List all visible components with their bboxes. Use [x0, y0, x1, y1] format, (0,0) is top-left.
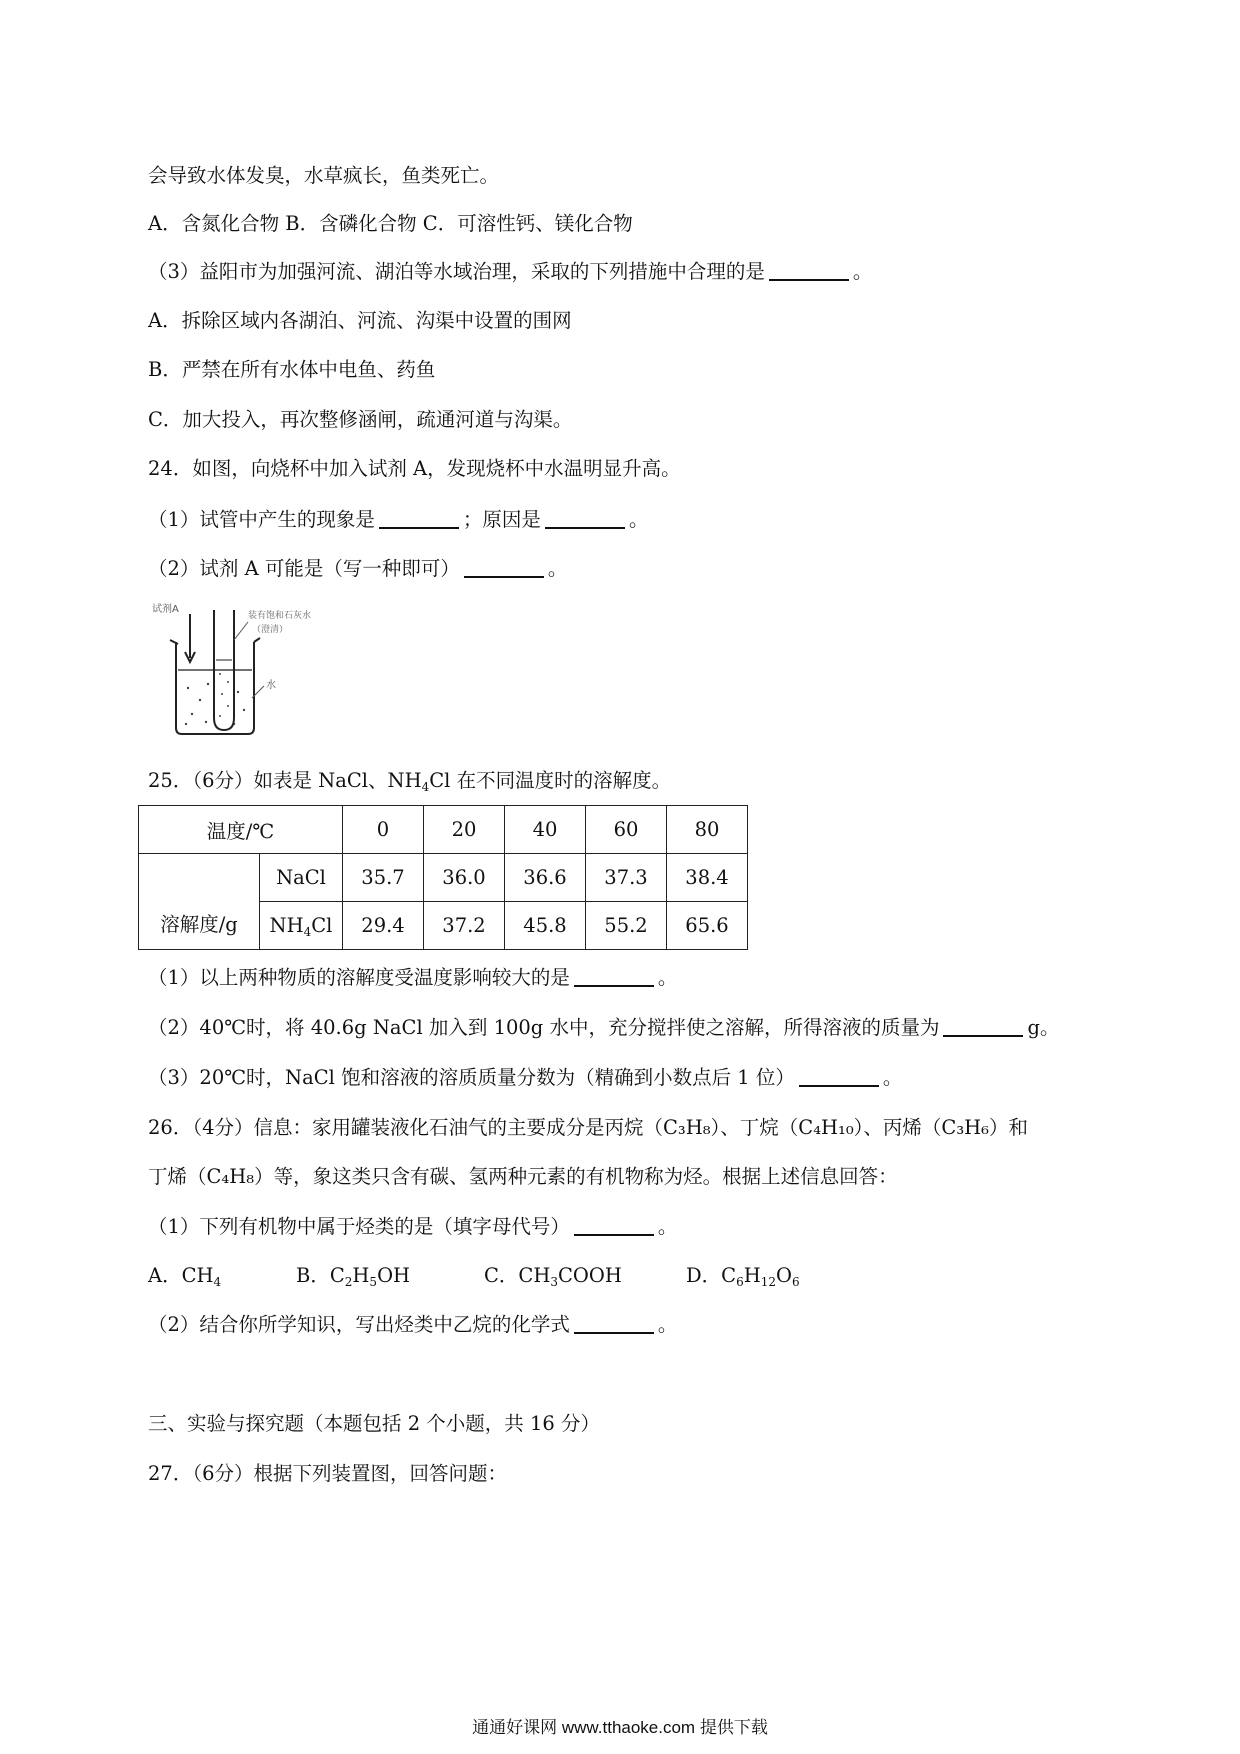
answer-blank	[943, 1017, 1023, 1037]
subscript: 6	[736, 1275, 744, 1289]
question-24-2	[148, 555, 567, 583]
subscript: 12	[760, 1275, 776, 1289]
punctuation: 。	[657, 1313, 678, 1336]
answer-blank	[545, 509, 625, 529]
option-text: D．C	[686, 1264, 737, 1287]
option-text: OH	[377, 1264, 411, 1287]
table-cell: 45.8	[505, 902, 586, 950]
table-header-cell: 40	[505, 806, 586, 854]
punctuation: 。	[657, 1215, 678, 1238]
table-cell: 36.0	[424, 854, 505, 902]
subscript: 2	[344, 1275, 353, 1289]
substance-cell: NaCl	[260, 854, 343, 902]
option-a: A．拆除区域内各湖泊、河流、沟渠中设置的围网	[148, 309, 572, 332]
option-text: H	[743, 1264, 761, 1287]
question-text: 丁烯（C	[148, 1165, 222, 1188]
table-cell: 36.6	[505, 854, 586, 902]
question-text: （1）试管中产生的现象是	[148, 508, 375, 531]
question-text: （3）20℃时，NaCl 饱和溶液的溶质质量分数为（精确到小数点后 1 位）	[148, 1066, 795, 1089]
question-text: （3）益阳市为加强河流、湖泊等水域治理，采取的下列措施中合理的是	[148, 260, 765, 283]
section-heading: 三、实验与探究题（本题包括 2 个小题，共 16 分）	[148, 1412, 601, 1435]
answer-blank	[574, 1216, 654, 1236]
subscript: 3	[550, 1275, 558, 1289]
table-cell: 35.7	[343, 854, 424, 902]
punctuation: 。	[852, 260, 873, 283]
table-row	[139, 854, 748, 902]
option-b	[296, 1262, 410, 1290]
punctuation: 。	[657, 966, 678, 989]
option-b: B．严禁在所有水体中电鱼、药鱼	[148, 358, 436, 381]
subscript: 4	[421, 780, 430, 794]
question-text: （2）试剂 A 可能是（写一种即可）	[148, 557, 460, 580]
option-text: C．CH	[484, 1264, 551, 1287]
table-row	[139, 806, 748, 854]
question-25-3	[148, 1064, 902, 1092]
table-cell: 65.6	[667, 902, 748, 950]
reagent-label: 试剂A	[152, 604, 179, 615]
subscript: 4	[303, 925, 312, 939]
table-header-cell: 温度/℃	[139, 806, 343, 854]
answer-blank	[799, 1067, 879, 1087]
option-text: COOH	[558, 1264, 622, 1287]
text-line: 会导致水体发臭，水草疯长，鱼类死亡。	[148, 164, 500, 187]
question-text: ）等，象这类只含有碳、氢两种元素的有机物称为烃。根据上述信息回答：	[254, 1165, 898, 1188]
table-header-cell: 20	[424, 806, 505, 854]
option-text: O	[776, 1264, 792, 1287]
answer-blank	[379, 509, 459, 529]
question-text: Cl 在不同温度时的溶解度。	[429, 769, 672, 792]
beaker-diagram	[148, 600, 328, 740]
answer-blank	[769, 261, 849, 281]
answer-blank	[574, 967, 654, 987]
question-26-cont: 丁烯（C₄H₈）等，象这类只含有碳、氢两种元素的有机物称为烃。根据上述信息回答：	[148, 1165, 898, 1188]
table-cell: 37.2	[424, 902, 505, 950]
option-text: H	[352, 1264, 370, 1287]
tube-label: 装有饱和石灰水	[248, 611, 312, 621]
question-26-2	[148, 1311, 677, 1339]
punctuation: g。	[1027, 1016, 1060, 1039]
table-cell: 29.4	[343, 902, 424, 950]
solubility-table	[138, 805, 748, 950]
punctuation: 。	[882, 1066, 903, 1089]
question-24: 24．如图，向烧杯中加入试剂 A，发现烧杯中水温明显升高。	[148, 457, 681, 480]
question-25-2	[148, 1014, 1059, 1042]
table-cell: 37.3	[586, 854, 667, 902]
question-25-1	[148, 964, 677, 992]
question-text: 25．（6分）如表是 NaCl、NH	[148, 769, 422, 792]
formula-part: Cl	[311, 914, 333, 937]
table-header-cell: 0	[343, 806, 424, 854]
question-27: 27．（6分）根据下列装置图，回答问题：	[148, 1462, 507, 1485]
option-c: C．加大投入，再次整修涵闸，疏通河道与沟渠。	[148, 408, 573, 431]
table-header-cell: 60	[586, 806, 667, 854]
question-24-1	[148, 506, 648, 534]
subscript: 4	[213, 1275, 222, 1289]
option-c	[484, 1262, 622, 1290]
subscript: 6	[792, 1275, 800, 1289]
text-line: A．含氮化合物 B．含磷化合物 C．可溶性钙、镁化合物	[148, 212, 633, 235]
subscript: 5	[369, 1275, 378, 1289]
question-text: ；原因是	[462, 508, 541, 531]
substance-cell	[260, 902, 343, 950]
punctuation: 。	[628, 508, 649, 531]
answer-blank	[574, 1314, 654, 1334]
question-text: （2）40℃时，将 40.6g NaCl 加入到 100g 水中，充分搅拌使之溶解，所得溶液的质量为	[148, 1016, 940, 1039]
option-d	[686, 1262, 800, 1290]
table-header-cell: 80	[667, 806, 748, 854]
question-text: 26．（4分）信息：家用罐装液化石油气的主要成分是丙烷（C	[148, 1116, 678, 1139]
question-26-1	[148, 1213, 677, 1241]
row-label-cell: 溶解度/g	[139, 854, 260, 950]
option-text: A．CH	[148, 1264, 214, 1287]
beaker-figure	[148, 600, 328, 740]
option-text: B．C	[296, 1264, 345, 1287]
question-26: 26．（4分）信息：家用罐装液化石油气的主要成分是丙烷（C₃H₈）、丁烷（C₄H₁₀）、丙烯（C₃H₆）和	[148, 1116, 1028, 1139]
formula-part: NH	[269, 914, 304, 937]
page-footer: 通通好课网 www.tthaoke.com 提供下载	[472, 1718, 768, 1737]
question-text: （1）以上两种物质的溶解度受温度影响较大的是	[148, 966, 570, 989]
question-25	[148, 767, 671, 795]
water-label: 水	[266, 680, 276, 691]
tube-label-2: （澄清）	[252, 625, 289, 635]
question-text: （1）下列有机物中属于烃类的是（填字母代号）	[148, 1215, 570, 1238]
question-3	[148, 258, 872, 286]
option-a	[148, 1262, 221, 1290]
punctuation: 。	[547, 557, 568, 580]
question-text: （2）结合你所学知识，写出烃类中乙烷的化学式	[148, 1313, 570, 1336]
table-cell: 55.2	[586, 902, 667, 950]
answer-blank	[464, 558, 544, 578]
table-cell: 38.4	[667, 854, 748, 902]
